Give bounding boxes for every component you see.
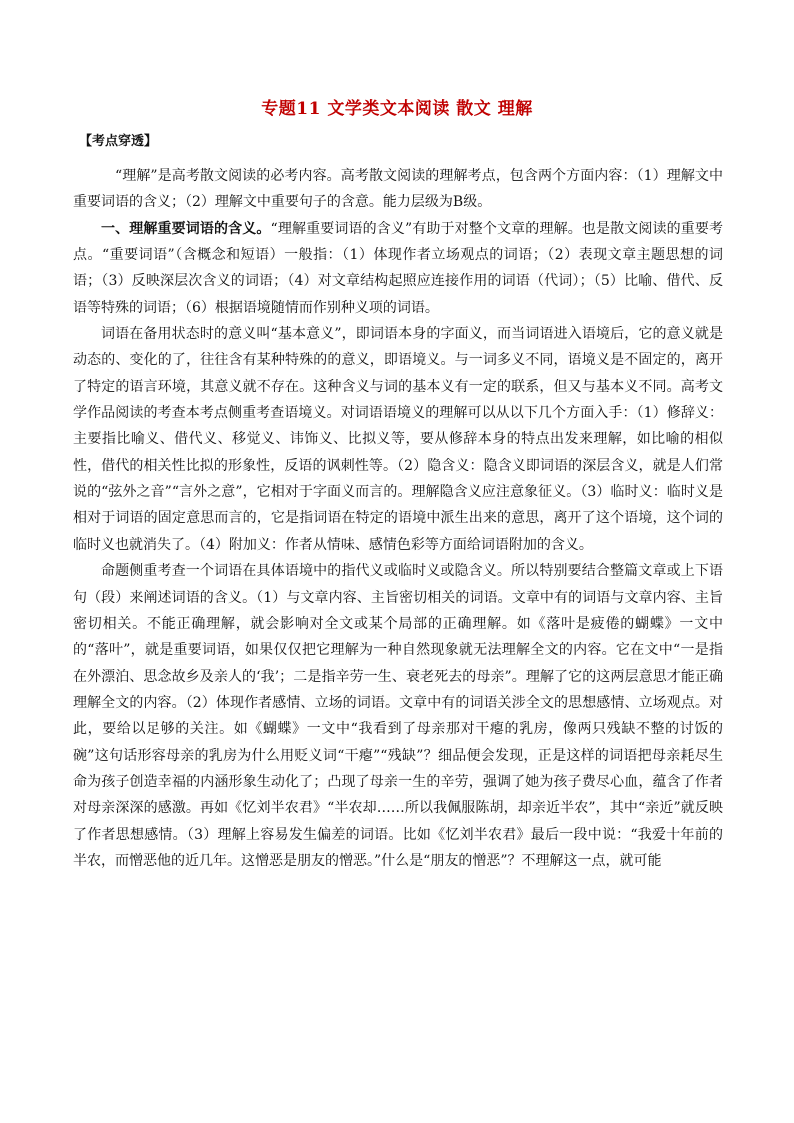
paragraph-3-text: 词语在备用状态时的意义叫“基本意义”，即词语本身的字面义，而当词语进入语境后，它的意义就是动态的、变化的了，往往含有某种特殊的的意义，即语境义。与一词多义不同，语境义是不固定的，离开了特定的语言环境，其意义就不存在。这种含义与词的基本义有一定的联系，但又与基本义不同。高考文学作品阅读的考查本考点侧重考查语境义。对词语语境义的理解可以从以下几个方面入手：（1）修辞义：主要指比喻义、借代义、移觉义、讳饰义、比拟义等，要从修辞本身的特点出发来理解，如比喻的相似性，借代的相关性比拟的形象性，反语的讽刺性等。（2）隐含义：隐含义即词语的深层含义，就是人们常说的“弦外之音”“言外之意”，它相对于字面义而言的。理解隐含义应注意象征义。（3）临时义：临时义是相对于词语的固定意思而言的，它是指词语在特定的语境中派生出来的意思，离开了这个语境，这个词的临时义也就消失了。（4）附加义：作者从情味、感情色彩等方面给词语附加的含义。	[73, 326, 723, 553]
paragraph-1	[73, 163, 723, 216]
paragraph-4	[73, 558, 723, 874]
section-heading: 【考点穿透】	[79, 134, 158, 149]
body-text	[73, 163, 723, 874]
paragraph-1-text: “理解”是高考散文阅读的必考内容。高考散文阅读的理解考点，包含两个方面内容：（1）理解文中重要词语的含义；（2）理解文中重要句子的含意。能力层级为B级。	[73, 168, 723, 211]
paragraph-4-text: 命题侧重考查一个词语在具体语境中的指代义或临时义或隐含义。所以特别要结合整篇文章或上下语句（段）来阐述词语的含义。（1）与文章内容、主旨密切相关的词语。文章中有的词语与文章内容、主旨密切相关。不能正确理解，就会影响对全文或某个局部的正确理解。如《落叶是疲倦的蝴蝶》一文中的“落叶”，就是重要词语，如果仅仅把它理解为一种自然现象就无法理解全文的内容。它在文中“一是指在外漂泊、思念故乡及亲人的‘我’；二是指辛劳一生、衰老死去的母亲”。理解了它的这两层意思才能正确理解全文的内容。（2）体现作者感情、立场的词语。文章中有的词语关涉全文的思想感情、立场观点。对此，要给以足够的关注。如《蝴蝶》一文中“我看到了母亲那对干瘪的乳房，像两只残缺不整的讨饭的碗”这句话形容母亲的乳房为什么用贬义词“干瘪”“残缺”？细品便会发现，正是这样的词语把母亲耗尽生命为孩子创造幸福的内涵形象生动化了；凸现了母亲一生的辛劳，强调了她为孩子费尽心血，蕴含了作者对母亲深深的感激。再如《忆刘半农君》“半农却……所以我佩服陈胡，却亲近半农”，其中“亲近”就反映了作者思想感情。（3）理解上容易发生偏差的词语。比如《忆刘半农君》最后一段中说：“我爱十年前的半农，而憎恶他的近几年。这憎恶是朋友的憎恶。”什么是“朋友的憎恶”？不理解这一点，就可能	[73, 563, 723, 869]
paragraph-3	[73, 321, 723, 558]
paragraph-2-text: “理解重要词语的含义”有助于对整个文章的理解。也是散文阅读的重要考点。“重要词语”（含概念和短语）一般指：（1）体现作者立场观点的词语；（2）表现文章主题思想的词语；（3）反映深层次含义的词语；（4）对文章结构起照应连接作用的词语（代词）；（5）比喻、借代、反语等特殊的词语；（6）根据语境随情而作别种义项的词语。	[73, 220, 723, 316]
paragraph-2	[73, 216, 723, 321]
paragraph-2-lead: 一、理解重要词语的含义。	[101, 220, 271, 237]
document-title: 专题11 文学类文本阅读 散文 理解	[261, 99, 533, 119]
